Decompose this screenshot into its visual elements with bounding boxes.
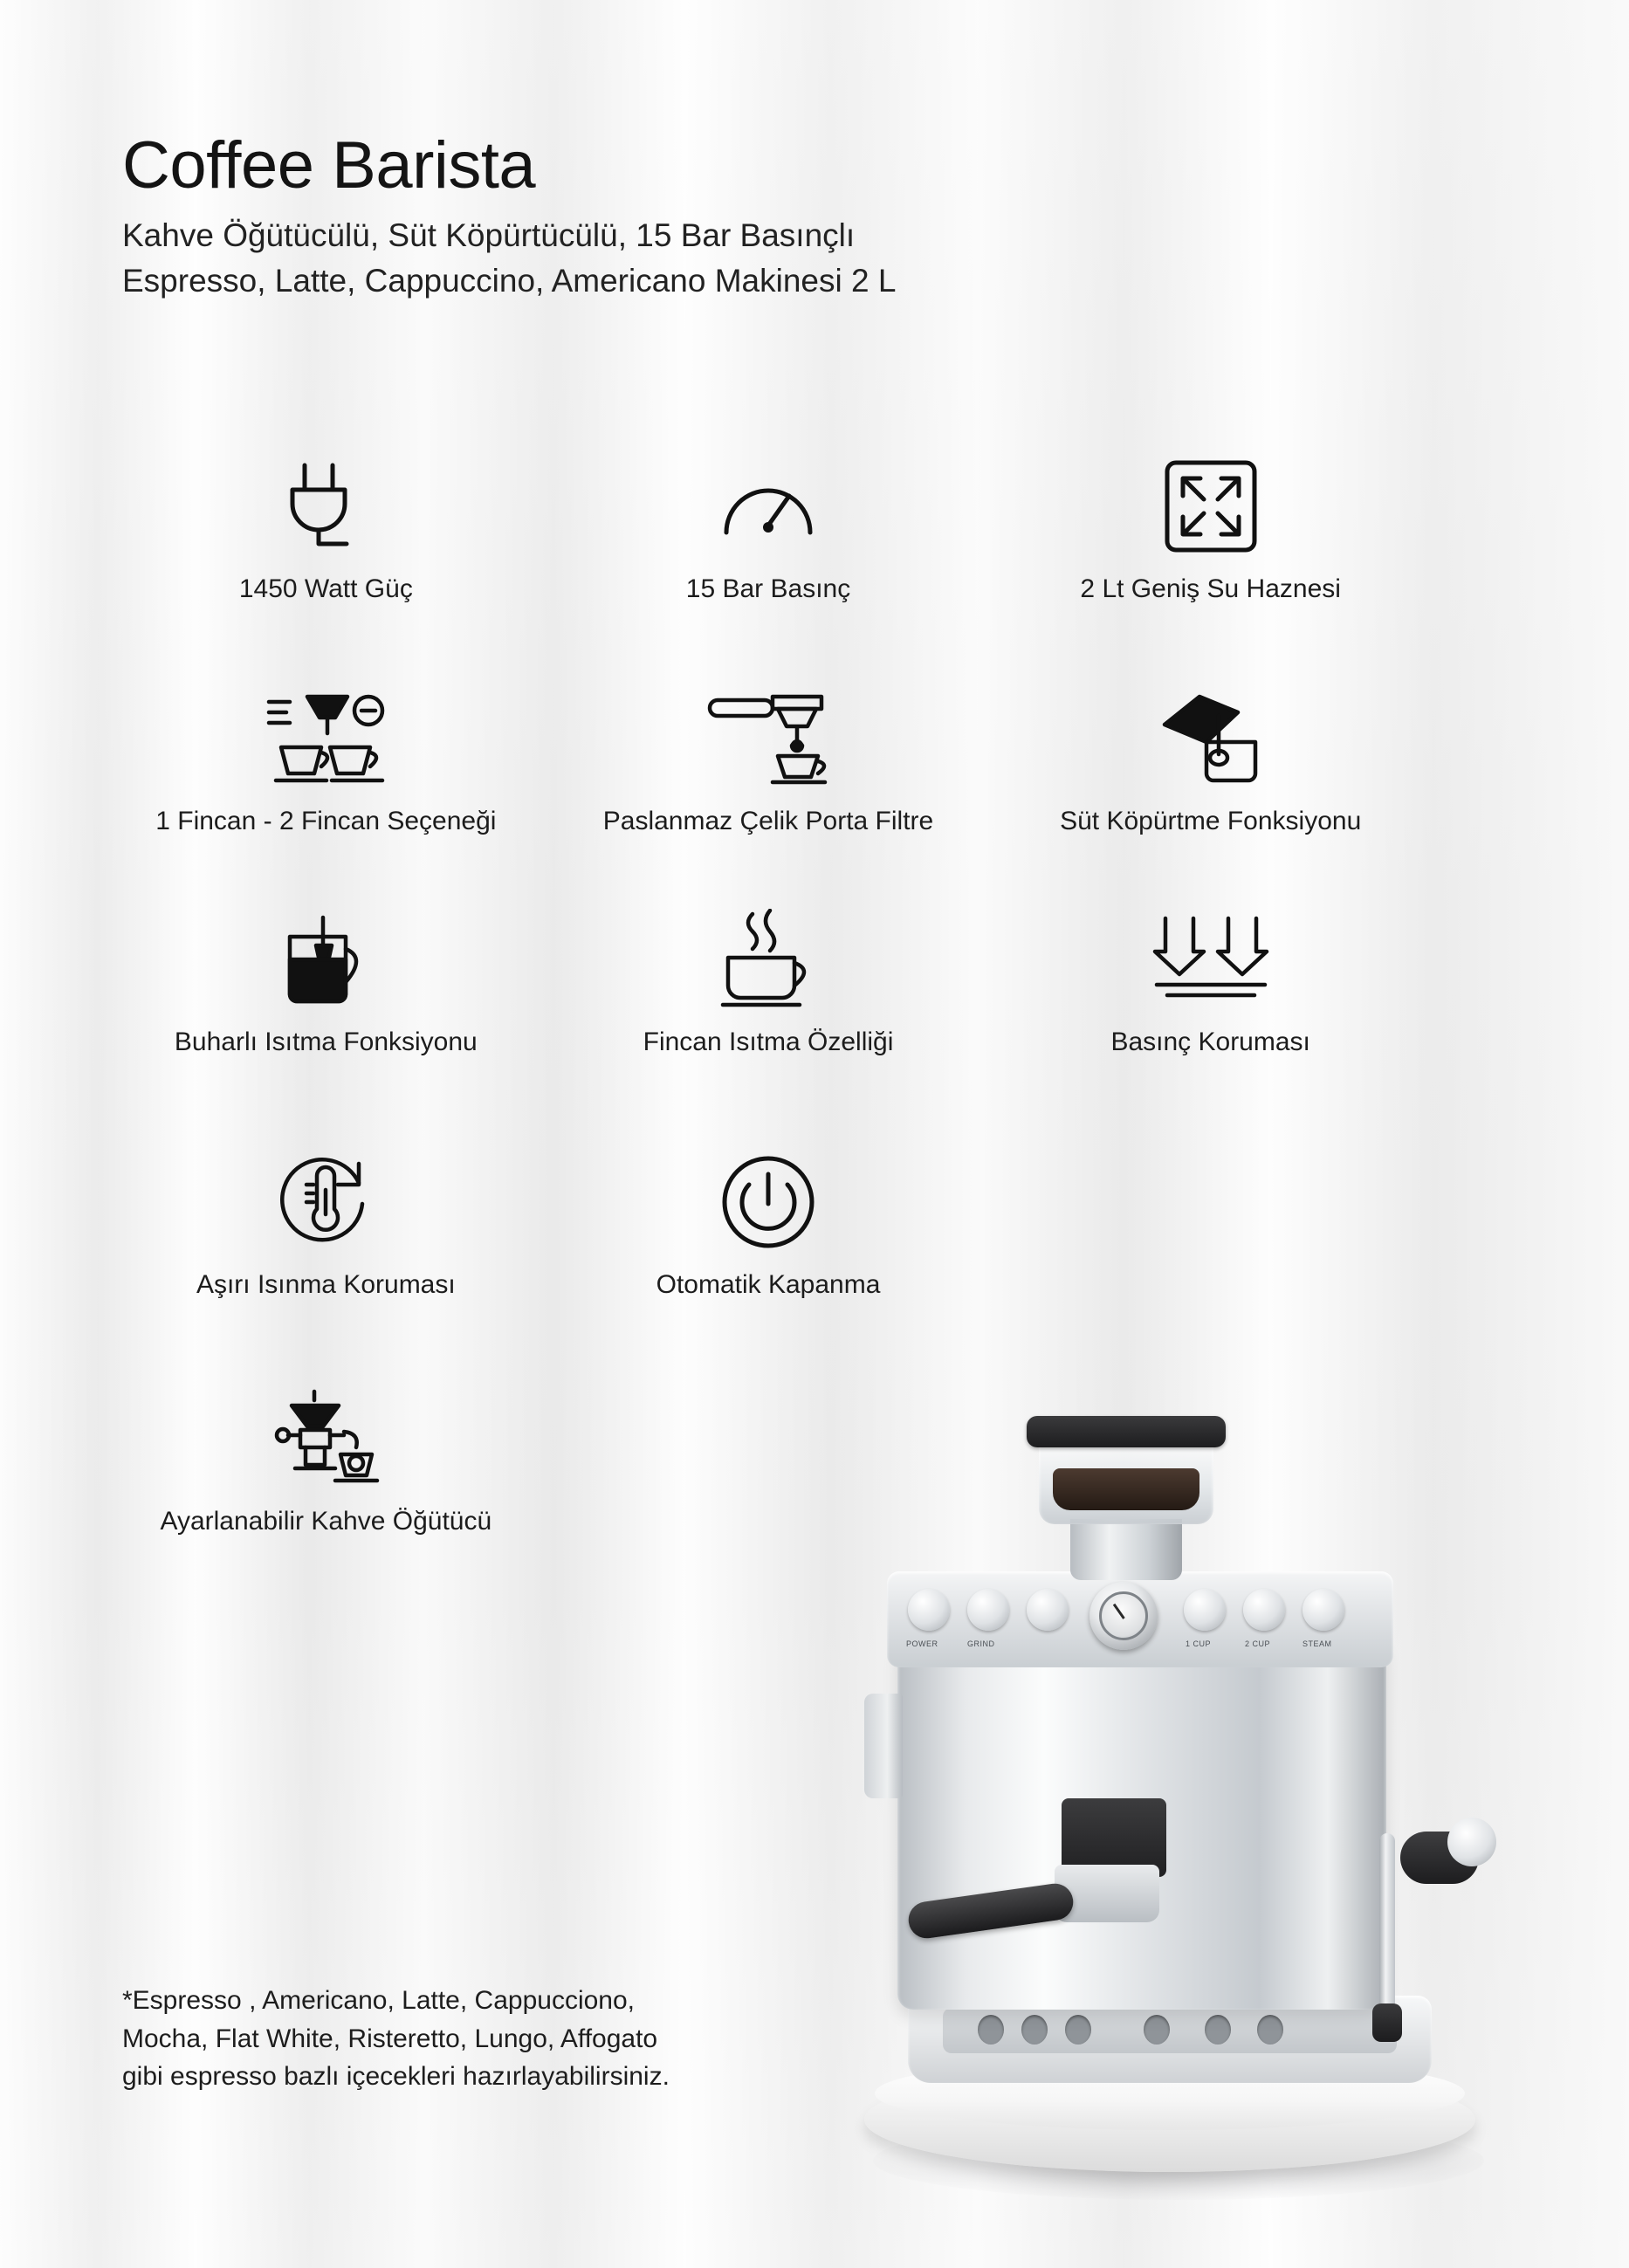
steam-wand[interactable] <box>1379 1833 1395 2017</box>
control-knob-extra[interactable] <box>1027 1589 1069 1631</box>
feature-item-overheat-protection <box>105 1150 547 1302</box>
feature-item-milk-frother <box>989 686 1432 838</box>
feature-label: Basınç Koruması <box>1110 1027 1310 1056</box>
feature-item-steam-heating <box>105 907 547 1059</box>
power-plug-icon <box>278 454 373 559</box>
pressure-protection-icon <box>1150 907 1272 1012</box>
control-knob-two-cup[interactable] <box>1243 1589 1285 1631</box>
feature-label: Fincan Isıtma Özelliği <box>643 1027 894 1056</box>
control-knob-one-cup[interactable] <box>1184 1589 1226 1631</box>
footnote-line-1: *Espresso , Americano, Latte, Cappucciono, <box>122 1986 635 2015</box>
steam-heating-icon <box>278 907 374 1012</box>
panel-label-grind: GRIND <box>967 1639 995 1648</box>
footnote <box>122 1982 890 2096</box>
pressure-gauge-icon <box>718 454 819 559</box>
overheat-protection-icon <box>275 1150 376 1254</box>
panel-label-two-cup: 2 CUP <box>1245 1639 1271 1648</box>
water-tank-side <box>864 1694 903 1798</box>
footnote-line-2: Mocha, Flat White, Risteretto, Lungo, Affogato <box>122 2024 658 2053</box>
drip-tray-grate <box>943 2008 1397 2053</box>
subtitle-line-1: Kahve Öğütücülü, Süt Köpürtücülü, 15 Bar Basınçlı <box>122 216 856 253</box>
page-title: Coffee Barista <box>122 128 536 203</box>
pressure-gauge <box>1089 1582 1158 1650</box>
panel-label-steam: STEAM <box>1303 1639 1332 1648</box>
auto-shutdown-icon <box>718 1150 819 1254</box>
feature-item-portafilter <box>547 686 990 838</box>
control-knob-grind[interactable] <box>967 1589 1009 1631</box>
portafilter-icon <box>703 686 834 791</box>
feature-item-cup-selection <box>105 686 547 838</box>
hopper-lid[interactable] <box>1027 1416 1226 1447</box>
steam-valve-knob[interactable] <box>1400 1832 1479 1884</box>
page-subtitle <box>122 213 1257 305</box>
grinder-neck <box>1070 1519 1182 1580</box>
feature-label: Süt Köpürtme Fonksiyonu <box>1060 807 1362 836</box>
panel-label-one-cup: 1 CUP <box>1186 1639 1212 1648</box>
feature-item-adjustable-grinder <box>105 1386 547 1538</box>
feature-label: 2 Lt Geniş Su Haznesi <box>1080 574 1341 603</box>
feature-label: Ayarlanabilir Kahve Öğütücü <box>160 1506 492 1536</box>
subtitle-line-2: Espresso, Latte, Cappuccino, Americano Makinesi 2 L <box>122 263 897 299</box>
footnote-line-3: gibi espresso bazlı içecekleri hazırlayabilirsiniz. <box>122 2062 670 2091</box>
feature-row <box>105 454 1432 606</box>
feature-item-pressure-protection <box>989 907 1432 1059</box>
feature-label: 15 Bar Basınç <box>685 574 851 603</box>
feature-item-auto-shutdown <box>547 1150 990 1302</box>
steam-wand-tip <box>1372 2003 1402 2042</box>
expand-arrows-icon <box>1160 454 1261 559</box>
milk-frother-icon <box>1154 686 1268 791</box>
cup-warming-icon <box>714 907 822 1012</box>
header <box>122 128 1344 305</box>
feature-label: Buharlı Isıtma Fonksiyonu <box>174 1027 478 1056</box>
feature-item-cup-warming <box>547 907 990 1059</box>
feature-row <box>105 686 1432 838</box>
feature-label: Aşırı Isınma Koruması <box>196 1270 456 1300</box>
feature-label: Otomatik Kapanma <box>656 1270 881 1300</box>
control-knob-steam[interactable] <box>1303 1589 1344 1631</box>
panel-label-power: POWER <box>906 1639 938 1648</box>
feature-item-tank <box>989 454 1432 606</box>
feature-label: 1 Fincan - 2 Fincan Seçeneği <box>155 807 497 836</box>
feature-label: 1450 Watt Güç <box>238 574 413 603</box>
feature-item-pressure <box>547 454 990 606</box>
gauge-needle <box>1113 1604 1125 1619</box>
feature-label: Paslanmaz Çelik Porta Filtre <box>602 807 934 836</box>
one-two-cup-icon <box>260 686 391 791</box>
feature-item-power <box>105 454 547 606</box>
feature-row <box>105 907 1432 1059</box>
product-image-coffee-machine <box>856 1309 1545 2217</box>
adjustable-grinder-icon <box>269 1386 382 1491</box>
feature-row <box>105 1150 1432 1302</box>
coffee-beans <box>1053 1468 1199 1510</box>
control-knob-power[interactable] <box>908 1589 950 1631</box>
